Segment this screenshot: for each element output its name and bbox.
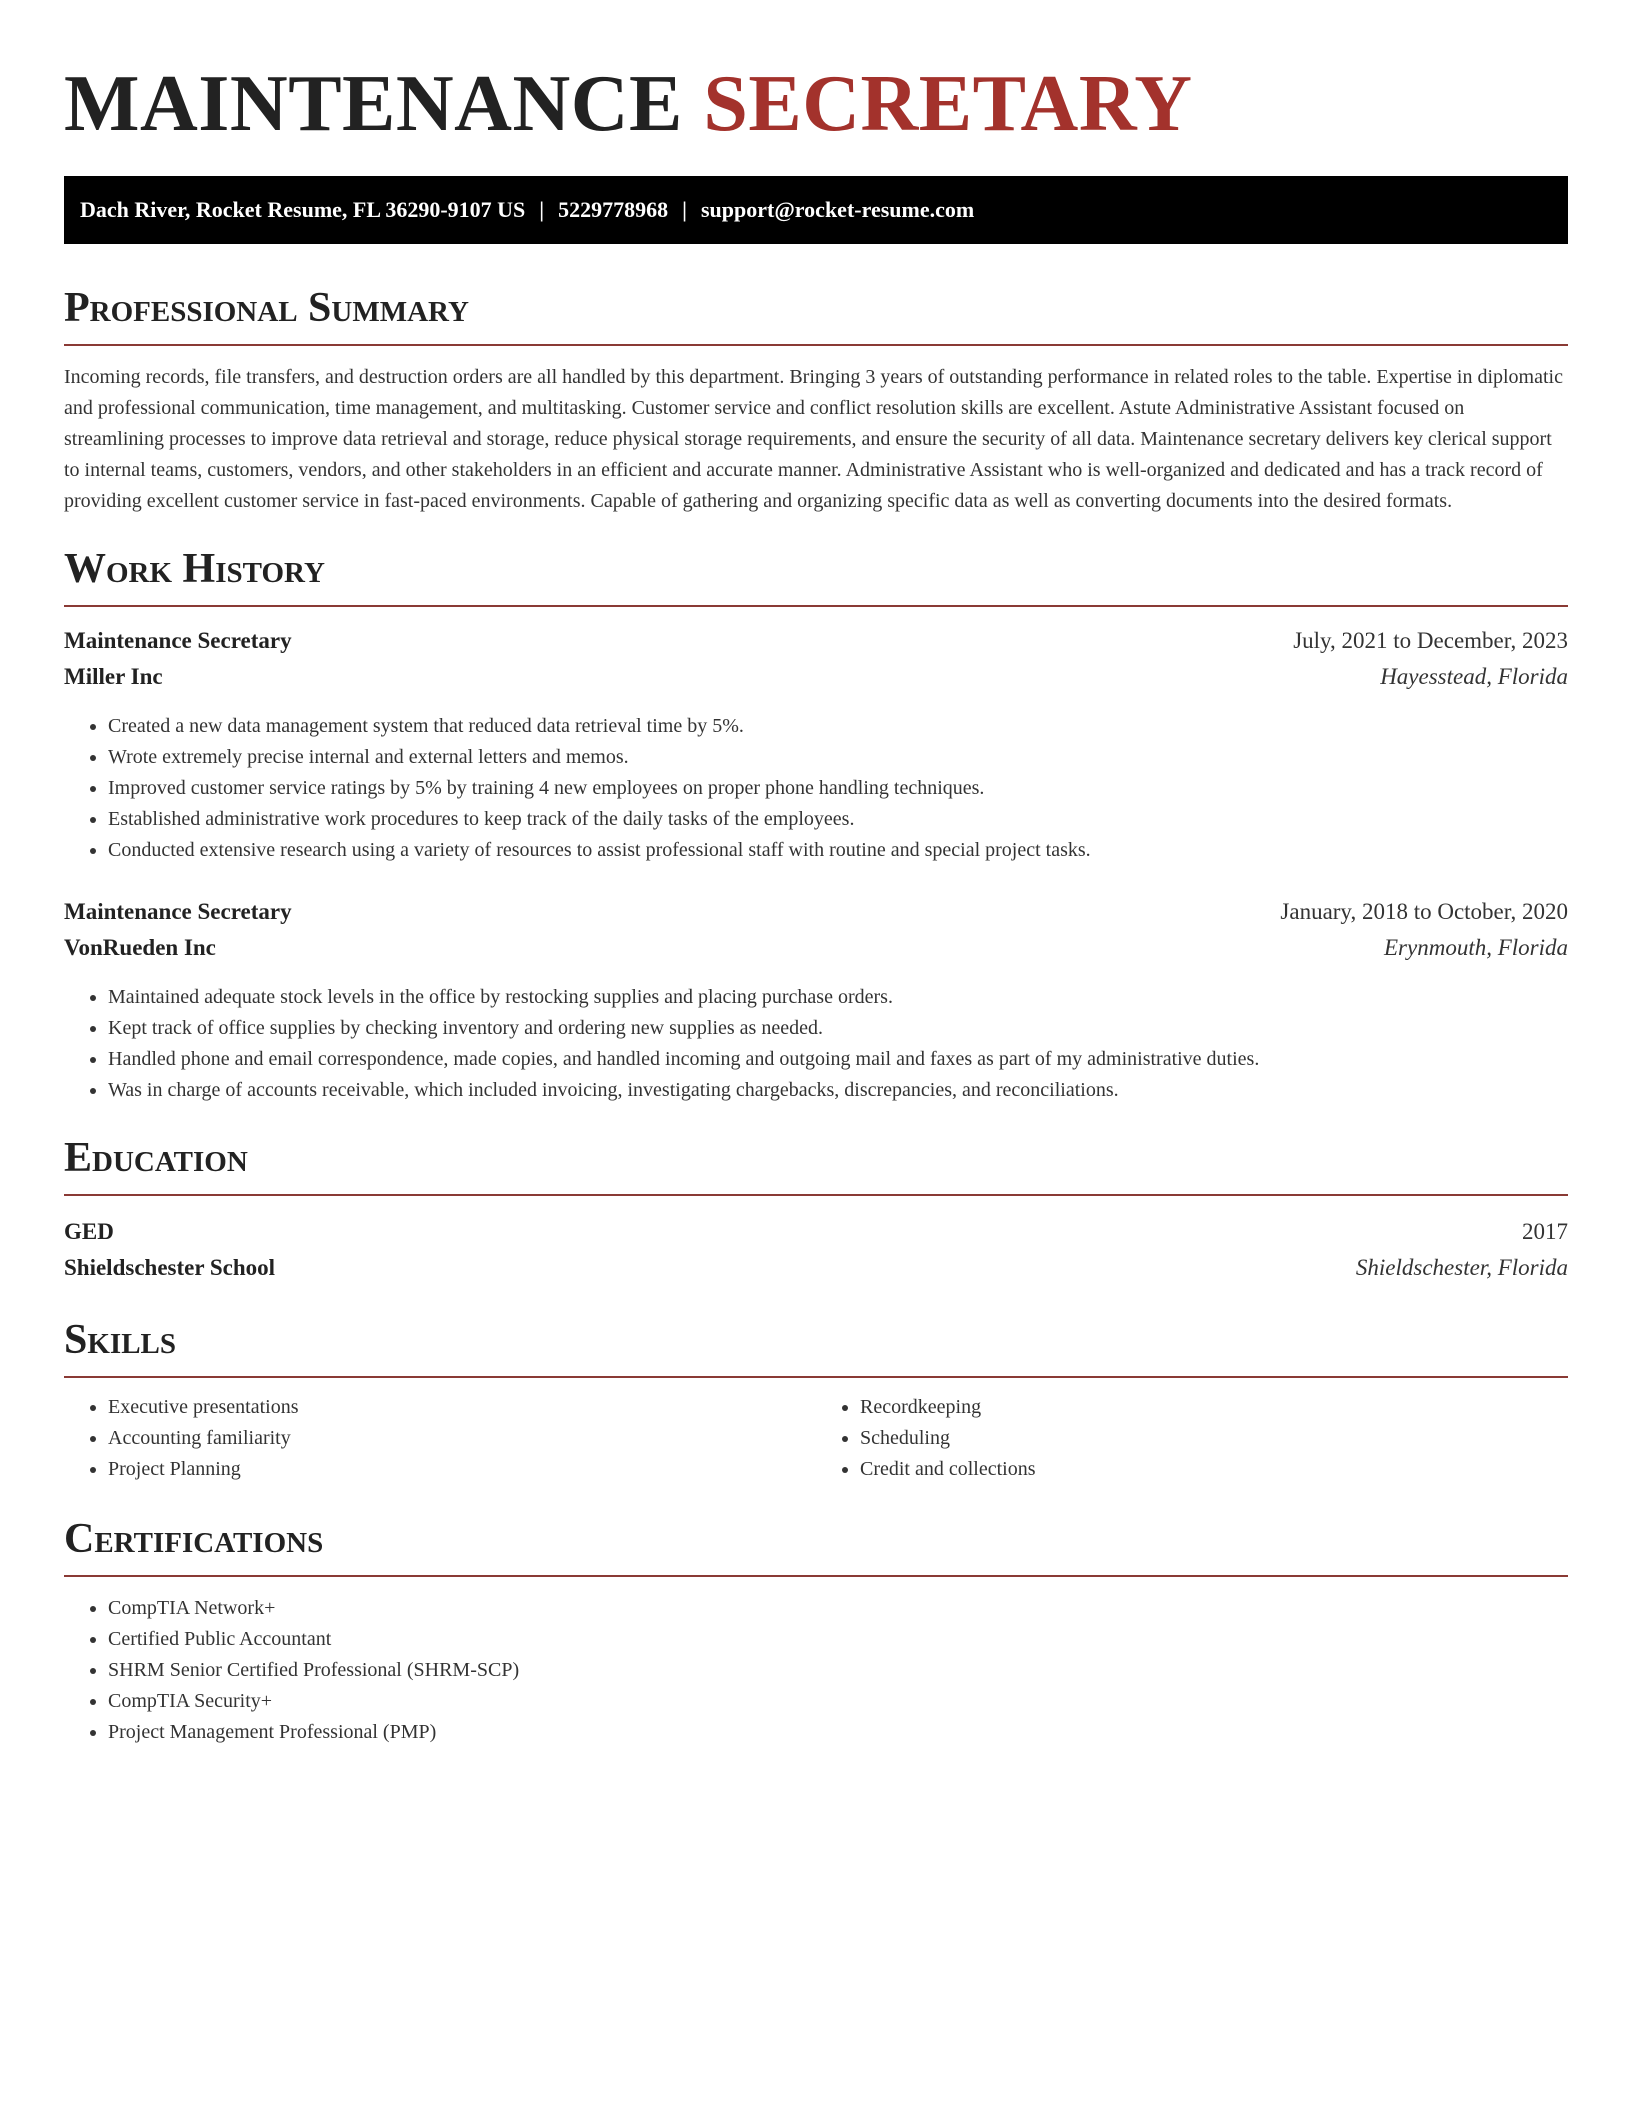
certification-item: • CompTIA Network+ — [108, 1593, 1568, 1624]
skill-item: • Executive presentations — [108, 1392, 816, 1423]
contact-separator: | — [539, 197, 545, 222]
skill-item: • Project Planning — [108, 1454, 816, 1485]
certification-item: • CompTIA Security+ — [108, 1686, 1568, 1717]
contact-separator: | — [682, 197, 687, 222]
job-company-row — [64, 930, 1568, 966]
education-heading: Education — [64, 1132, 1568, 1196]
contact-phone: 5229778968 — [558, 197, 669, 222]
job-bullet: • Kept track of office supplies by checking inventory and ordering new supplies as needed. — [108, 1013, 1568, 1044]
job-bullet: • Was in charge of accounts receivable, which included invoicing, investigating chargebacks, discrepancies, and reconciliations. — [108, 1075, 1568, 1106]
certification-item: • SHRM Senior Certified Professional (SHRM-SCP) — [108, 1655, 1568, 1686]
job-bullet: • Handled phone and email correspondence, made copies, and handled incoming and outgoing mail and faxes as part of my administrative duties. — [108, 1044, 1568, 1075]
job-title-row — [64, 894, 1568, 930]
job-entry — [64, 623, 1568, 866]
job-entry — [64, 894, 1568, 1106]
education-degree-row — [64, 1214, 1568, 1250]
skills-column-right — [816, 1392, 1568, 1485]
work-history-heading: Work History — [64, 543, 1568, 607]
job-title-row — [64, 623, 1568, 659]
skill-item: • Recordkeeping — [860, 1392, 1568, 1423]
contact-address: Dach River, Rocket Resume, FL 36290-9107 US — [80, 197, 526, 222]
job-bullet: • Created a new data management system that reduced data retrieval time by 5%. — [108, 711, 1568, 742]
skills-column-left — [64, 1392, 816, 1485]
certifications-heading: Certifications — [64, 1513, 1568, 1577]
job-bullet: • Maintained adequate stock levels in the office by restocking supplies and placing purchase orders. — [108, 982, 1568, 1013]
skill-item: • Scheduling — [860, 1423, 1568, 1454]
title-main: MAINTENANCE — [64, 60, 683, 148]
skill-item: • Credit and collections — [860, 1454, 1568, 1485]
job-dates: January, 2018 to October, 2020 — [1280, 899, 1568, 924]
job-title: Maintenance Secretary — [64, 899, 292, 924]
job-bullet: • Wrote extremely precise internal and external letters and memos. — [108, 742, 1568, 773]
education-school-row — [64, 1250, 1568, 1286]
job-location: Hayesstead, Florida — [1380, 664, 1568, 689]
education-year: 2017 — [1522, 1219, 1568, 1244]
resume-title — [64, 56, 1568, 152]
job-company-row — [64, 659, 1568, 695]
summary-text: Incoming records, file transfers, and destruction orders are all handled by this department. Bringing 3 years of outstanding performance in related roles to the table. Expertise in diplomatic and professional communication, time management, and multitasking. Customer service and conflict resolution skills are excellent. Astute Administrative Assistant focused on streamlining processes to improve data retrieval and storage, reduce physical storage requirements, and ensure the security of all data. Maintenance secretary delivers key clerical support to internal teams, customers, vendors, and other stakeholders in an efficient and accurate manner. Administrative Assistant who is well-organized and dedicated and has a track record of providing excellent customer service in fast-paced environments. Capable of gathering and organizing specific data as well as converting documents into the desired formats. — [64, 366, 1563, 512]
job-title: Maintenance Secretary — [64, 628, 292, 653]
certification-item: • Certified Public Accountant — [108, 1624, 1568, 1655]
education-location: Shieldschester, Florida — [1355, 1255, 1568, 1280]
education-school: Shieldschester School — [64, 1255, 276, 1280]
title-accent: SECRETARY — [703, 60, 1193, 148]
certification-item: • Project Management Professional (PMP) — [108, 1717, 1568, 1748]
job-bullet: • Conducted extensive research using a variety of resources to assist professional staff with routine and special project tasks. — [108, 835, 1568, 866]
summary-heading: Professional Summary — [64, 282, 1568, 346]
job-location: Erynmouth, Florida — [1384, 935, 1568, 960]
skills-grid — [64, 1392, 1568, 1485]
skill-item: • Accounting familiarity — [108, 1423, 816, 1454]
job-bullet: • Established administrative work procedures to keep track of the daily tasks of the employees. — [108, 804, 1568, 835]
skills-heading: Skills — [64, 1314, 1568, 1378]
contact-email: support@rocket-resume.com — [700, 197, 975, 222]
education-entry — [64, 1214, 1568, 1286]
job-bullet: • Improved customer service ratings by 5% by training 4 new employees on proper phone handling techniques. — [108, 773, 1568, 804]
job-bullets — [64, 711, 1568, 866]
job-company: Miller Inc — [64, 664, 163, 689]
job-bullets — [64, 982, 1568, 1106]
job-company: VonRueden Inc — [64, 935, 216, 960]
contact-bar — [64, 176, 1568, 244]
education-degree: GED — [64, 1219, 114, 1244]
job-dates: July, 2021 to December, 2023 — [1293, 628, 1568, 653]
certifications-list — [64, 1593, 1568, 1748]
